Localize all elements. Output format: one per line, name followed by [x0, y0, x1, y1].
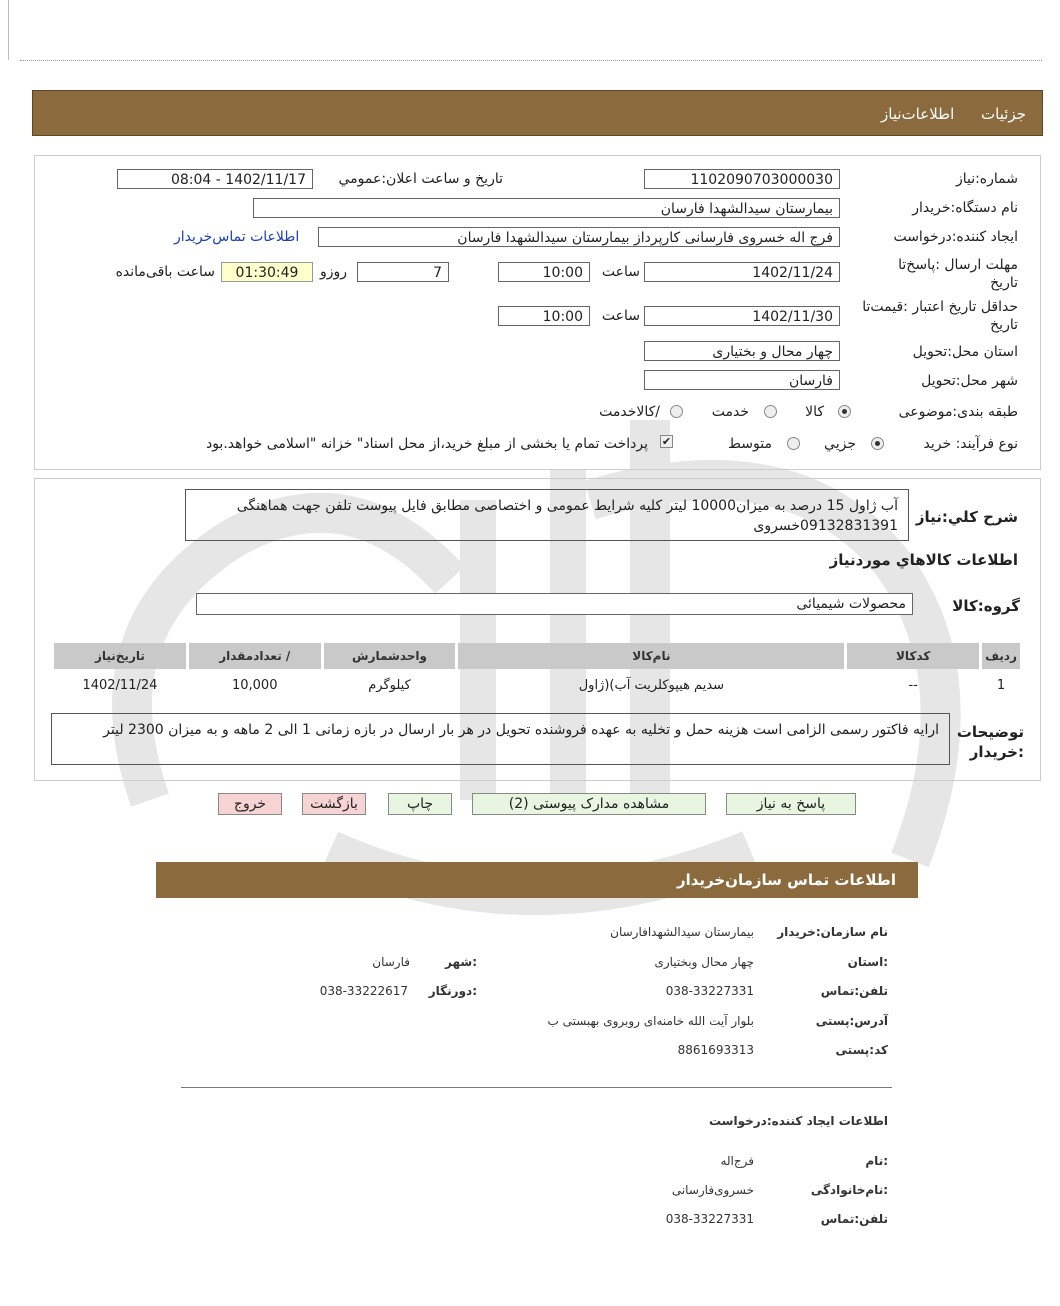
city-field: فارسان: [644, 370, 840, 390]
contact-org-label: نام سازمان:خریدار: [777, 925, 888, 939]
contact-title: اطلاعات تماس سازمان‌خریدار: [676, 871, 896, 889]
cell-qty: 10,000: [231, 677, 278, 693]
need-number-field: 1102090703000030: [644, 169, 840, 189]
process-medium-radio[interactable]: [787, 437, 800, 450]
cell-code: --: [908, 677, 918, 693]
contact-phone-label: تلفن:تماس: [820, 984, 888, 998]
process-small-radio[interactable]: [871, 437, 884, 450]
print-button[interactable]: چاپ: [388, 793, 452, 815]
summary-text: آب ژاول 15 درصد به میزان10000 لیتر کلیه شرایط عمومی و اختصاصی مطابق فایل پیوست تلفن جهت هماهنگی 09132831391خسروی: [185, 489, 909, 541]
creator-family-label: :نام‌خانوادگی: [810, 1183, 888, 1197]
creator-family-value: خسروی‌فارسانی: [671, 1183, 754, 1197]
details-header: [32, 90, 1043, 136]
buyer-contact-link[interactable]: اطلاعات تماس‌خریدار: [174, 229, 300, 245]
goods-group-label: گروه:کالا: [952, 597, 1020, 615]
category-both-label: /کالاخدمت: [599, 404, 660, 420]
buyer-org-label: نام دستگاه:خریدار: [912, 200, 1018, 216]
creator-phone-label: تلفن:تماس: [820, 1212, 888, 1226]
col-name: نام‌کالا: [458, 643, 844, 669]
buyer-org-field: بیمارستان سیدالشهدا فارسان: [253, 198, 840, 218]
validity-time-field: 10:00: [498, 306, 590, 326]
category-goods-label: کالا: [805, 404, 824, 420]
contact-org-value: بیمارستان سیدالشهدافارسان: [610, 925, 754, 939]
validity-date-field: 1402/11/30: [644, 306, 840, 326]
tab-need-info[interactable]: اطلاعات‌نیاز: [881, 105, 955, 123]
contact-fax-value: 038-33222617: [319, 984, 408, 998]
contact-province-value: چهار محال وبختیاری: [654, 955, 754, 969]
col-row: ردیف: [982, 643, 1020, 669]
reply-button[interactable]: پاسخ به نیاز: [726, 793, 856, 815]
contact-postal-value: 8861693313: [677, 1043, 754, 1057]
buyer-notes-text: ارایه فاکتور رسمی الزامی است هزینه حمل و تخلیه به عهده فروشنده تحویل در هر بار ارسال در بازه زمانی 1 الی 2 ماهه و به میزان 2300 لیتر: [51, 713, 950, 765]
validity-time-label: ساعت: [601, 308, 640, 324]
tab-details[interactable]: جزئیات: [981, 105, 1026, 123]
left-border: [8, 0, 9, 60]
validity-label: حداقل تاریخ اعتبار :قیمت‌تا تاریخ: [862, 299, 1018, 333]
announce-date-label: تاریخ و ساعت اعلان:عمومي: [338, 171, 503, 187]
deadline-label: مهلت ارسال :پاسخ‌تا تاریخ: [898, 257, 1018, 291]
col-unit: واحدشمارش: [324, 643, 456, 669]
deadline-date-field: 1402/11/24: [644, 262, 840, 282]
col-qty: / تعدادمقدار: [189, 643, 321, 669]
remaining-timer: 01:30:49: [221, 262, 313, 282]
exit-button[interactable]: خروج: [218, 793, 282, 815]
creator-name-label: :نام: [865, 1154, 888, 1168]
city-label: شهر محل:تحویل: [921, 373, 1018, 389]
process-small-label: جزيي: [824, 436, 856, 452]
announce-date-field: 1402/11/17 - 08:04: [117, 169, 313, 189]
buyer-notes-label: توضیحات :خریدار: [956, 723, 1024, 761]
category-service-label: خدمت: [711, 404, 749, 420]
payment-treasury-checkbox[interactable]: ✔: [661, 435, 672, 448]
col-code: کدکالا: [847, 643, 979, 669]
deadline-time-label: ساعت: [601, 264, 640, 280]
goods-group-field: محصولات شیمیائی: [196, 593, 913, 615]
process-label: نوع فرآیند: خرید: [923, 436, 1018, 452]
cell-row: 1: [996, 677, 1006, 693]
category-goods-radio[interactable]: [838, 405, 851, 418]
contact-address-label: آدرس:پستی: [815, 1014, 888, 1028]
province-label: استان محل:تحویل: [912, 344, 1018, 360]
deadline-time-field: 10:00: [498, 262, 590, 282]
payment-treasury-label: پرداخت تمام یا بخشی از مبلغ خرید،از محل اسناد" خزانه "اسلامی خواهد.بود: [205, 436, 648, 452]
top-divider: [20, 60, 1042, 61]
need-number-label: شماره:نیاز: [955, 171, 1018, 187]
goods-table: [51, 640, 1023, 701]
contact-address-value: بلوار آیت الله خامنه‌ای روبروی بهبستی ب: [547, 1014, 754, 1028]
col-date: تاریخ‌نیاز: [54, 643, 186, 669]
creator-label: ایجاد کننده:درخواست: [893, 229, 1018, 245]
cell-unit: کیلوگرم: [368, 677, 411, 693]
contact-city-value: فارسان: [372, 955, 410, 969]
category-service-radio[interactable]: [764, 405, 777, 418]
contact-city-label: :شهر: [445, 955, 477, 969]
creator-info-title: اطلاعات ایجاد کننده:درخواست: [708, 1114, 888, 1128]
category-label: طبقه بندی:موضوعی: [898, 404, 1018, 420]
deadline-days-field: 7: [357, 262, 449, 282]
process-medium-label: متوسط: [728, 436, 772, 452]
cell-date: 1402/11/24: [82, 677, 158, 693]
days-label: روزو: [319, 264, 347, 280]
creator-name-value: فرج‌اله: [720, 1154, 754, 1168]
category-both-radio[interactable]: [670, 405, 683, 418]
contact-province-label: :استان: [847, 955, 888, 969]
remaining-label: ساعت باقی‌مانده: [115, 264, 215, 280]
cell-name: سدیم هیپوکلریت آب)(ژاول: [578, 677, 725, 693]
view-attachments-button[interactable]: مشاهده مدارک پیوستی (2): [472, 793, 706, 815]
creator-field: فرج اله خسروی فارسانی کارپرداز بیمارستان سیدالشهدا فارسان: [318, 227, 840, 247]
contact-phone-value: 038-33227331: [665, 984, 754, 998]
creator-phone-value: 038-33227331: [665, 1212, 754, 1226]
table-row: [54, 672, 1020, 698]
goods-info-title: اطلاعات کالاهاي موردنیاز: [829, 551, 1018, 569]
summary-label: شرح کلي:نیاز: [915, 508, 1018, 526]
contact-header: [156, 862, 918, 898]
province-field: چهار محال و بختیاری: [644, 341, 840, 361]
contact-divider: [181, 1087, 892, 1088]
contact-fax-label: :دورنگار: [428, 984, 477, 998]
contact-postal-label: کد:پستی: [835, 1043, 888, 1057]
back-button[interactable]: بازگشت: [302, 793, 366, 815]
